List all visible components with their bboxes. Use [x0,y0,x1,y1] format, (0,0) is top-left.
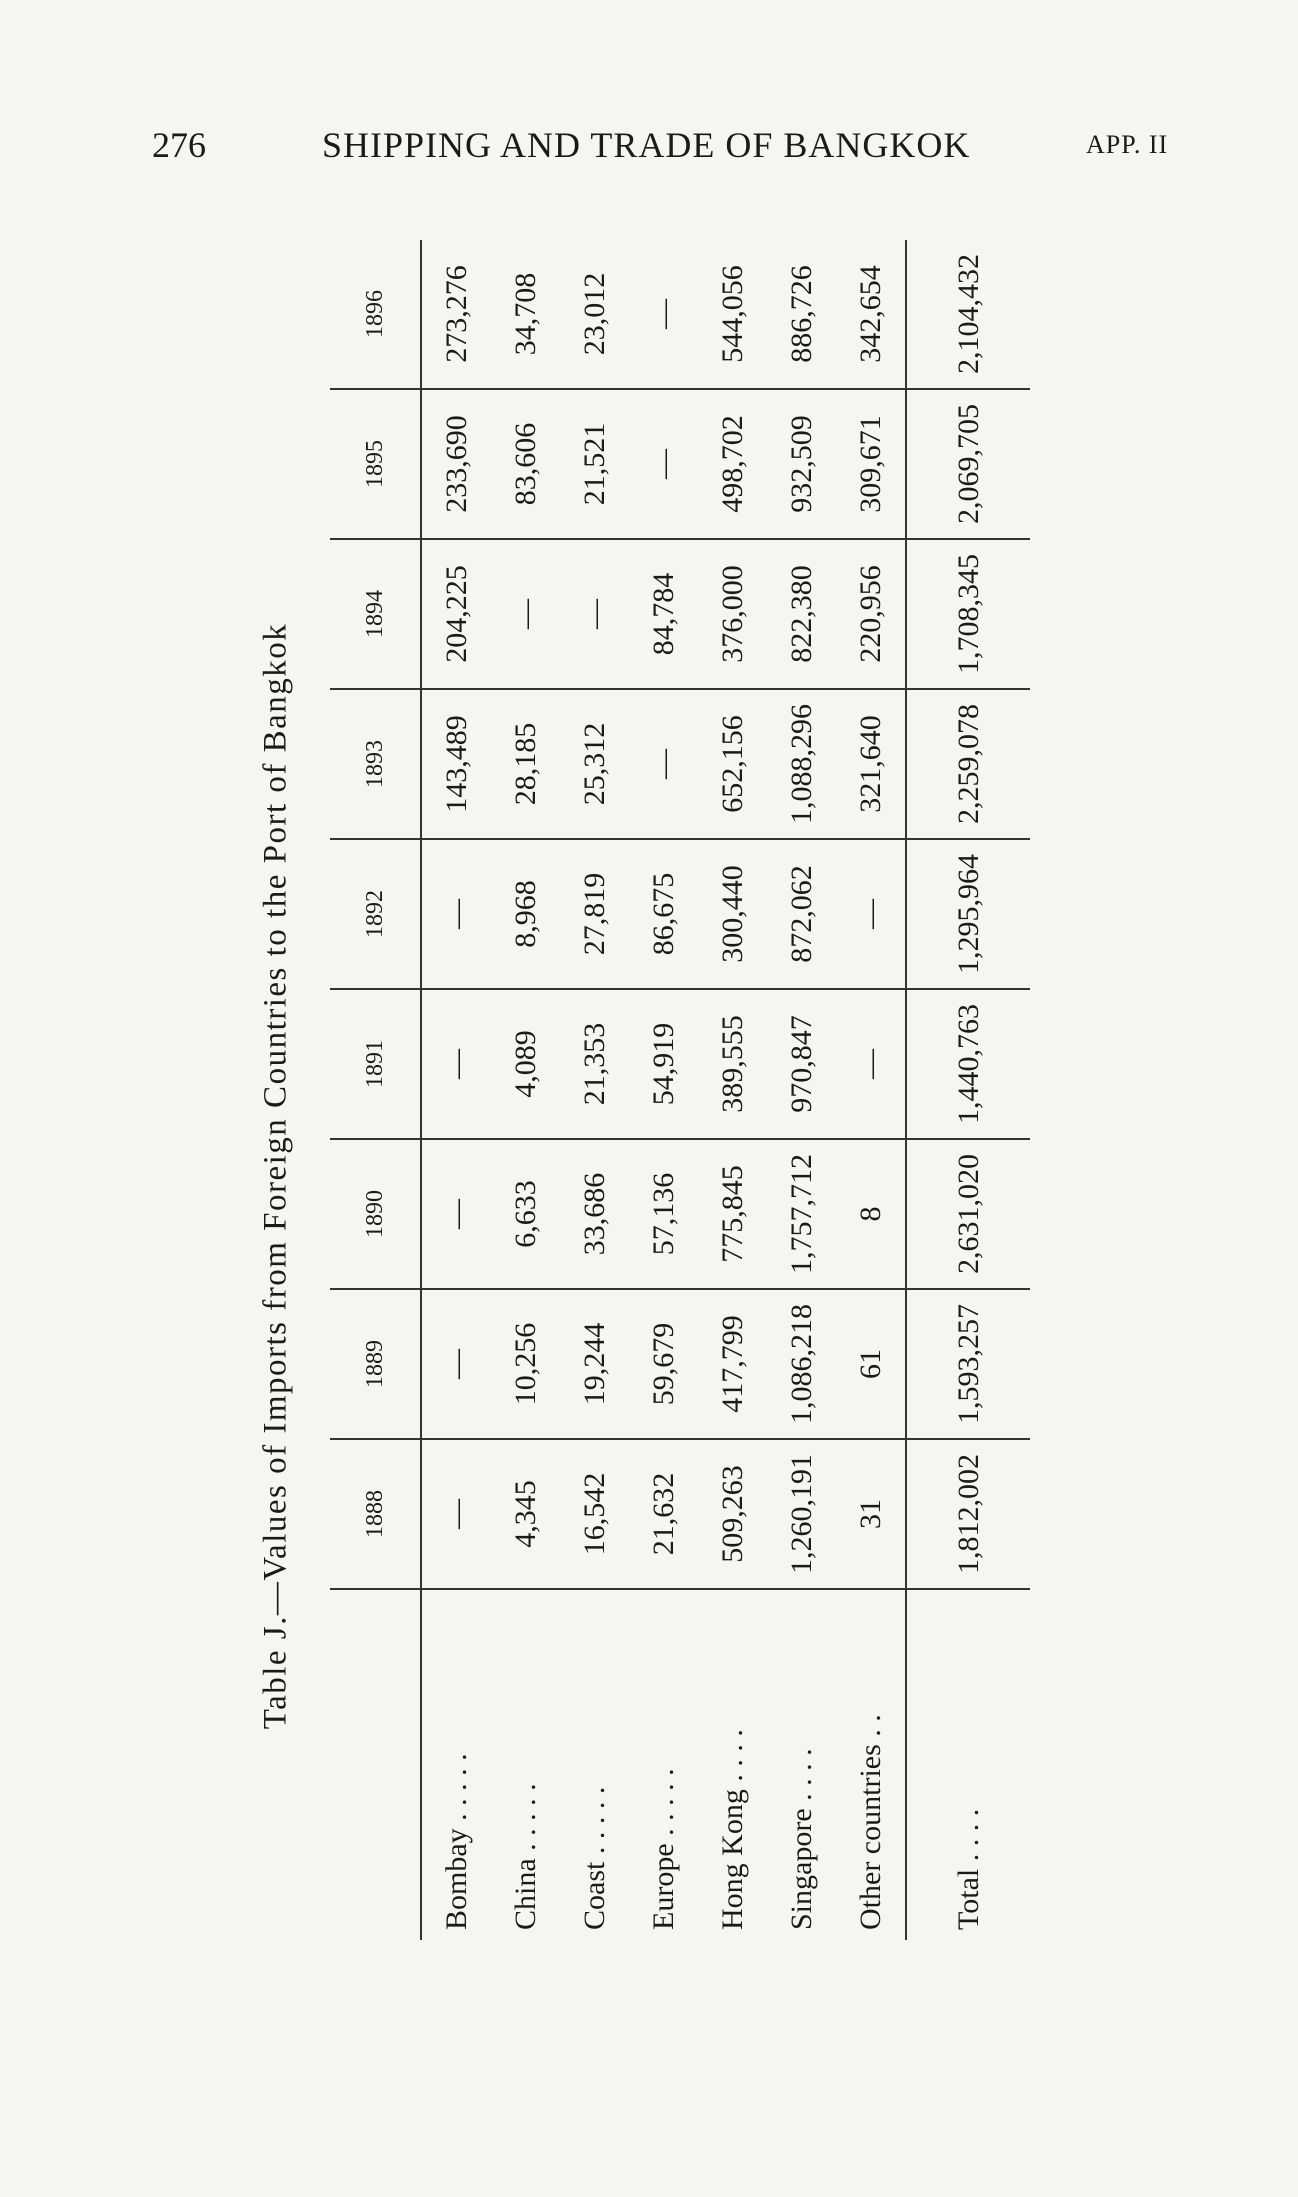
column-header [330,1589,421,1940]
table-row [629,240,698,1940]
table-cell: 31 [836,1439,906,1589]
table-cell: 8 [836,1139,906,1289]
row-label: Bombay . . . . . [439,1753,473,1930]
table-cell: 652,156 [698,689,767,839]
table-cell: — [629,389,698,539]
table-caption: Table J.—Values of Imports from Foreign Countries to the Port of Bangkok [257,622,294,1730]
table-cell: 59,679 [629,1289,698,1439]
table-cell: — [421,989,491,1139]
table-row [560,240,629,1940]
total-row [906,240,1030,1940]
table-cell: 21,632 [629,1439,698,1589]
table-cell: 509,263 [698,1439,767,1589]
column-header: 1893 [330,689,421,839]
total-cell: 1,593,257 [906,1289,1030,1439]
table-cell: 872,062 [767,839,836,989]
column-header: 1890 [330,1139,421,1289]
table-cell: 342,654 [836,240,906,389]
table-cell: 84,784 [629,539,698,689]
table-cell: 1,260,191 [767,1439,836,1589]
table-cell: 233,690 [421,389,491,539]
table-cell: 544,056 [698,240,767,389]
table-row [698,240,767,1940]
table-cell: 932,509 [767,389,836,539]
table-cell: 21,521 [560,389,629,539]
table-header-row [330,240,421,1940]
table-cell: 57,136 [629,1139,698,1289]
table-cell: — [421,1439,491,1589]
table-cell: — [629,240,698,389]
column-header: 1892 [330,839,421,989]
table-cell: 300,440 [698,839,767,989]
table-cell: 970,847 [767,989,836,1139]
table-cell: — [491,539,560,689]
table-cell: 21,353 [560,989,629,1139]
table-row [767,240,836,1940]
table-cell: 23,012 [560,240,629,389]
total-cell: 1,295,964 [906,839,1030,989]
table-cell: 33,686 [560,1139,629,1289]
table-cell: 143,489 [421,689,491,839]
table-cell: 775,845 [698,1139,767,1289]
column-header: 1895 [330,389,421,539]
total-cell: 2,069,705 [906,389,1030,539]
total-cell: 1,440,763 [906,989,1030,1139]
table-cell: 220,956 [836,539,906,689]
table-cell: 61 [836,1289,906,1439]
row-label: Coast . . . . . [577,1786,611,1930]
total-cell: 2,104,432 [906,240,1030,389]
table-row [491,240,560,1940]
appendix-reference: APP. II [1086,130,1169,159]
table-cell: 27,819 [560,839,629,989]
column-header: 1891 [330,989,421,1139]
total-label: Total . . . . [906,1589,1030,1940]
imports-table-wrapper [330,240,1030,1940]
table-cell: 389,555 [698,989,767,1139]
table-cell: 321,640 [836,689,906,839]
table-cell: 204,225 [421,539,491,689]
table-cell: 273,276 [421,240,491,389]
table-cell: 4,345 [491,1439,560,1589]
total-cell: 1,812,002 [906,1439,1030,1589]
page-number: 276 [152,125,206,165]
table-cell: 28,185 [491,689,560,839]
table-cell: 1,086,218 [767,1289,836,1439]
table-cell: 19,244 [560,1289,629,1439]
table-cell: 86,675 [629,839,698,989]
table-cell: 309,671 [836,389,906,539]
table-cell: — [836,989,906,1139]
column-header: 1889 [330,1289,421,1439]
column-header: 1896 [330,240,421,389]
row-label: Europe . . . . . [646,1768,680,1930]
table-cell: — [560,539,629,689]
table-cell: 376,000 [698,539,767,689]
table-cell: 498,702 [698,389,767,539]
table-cell: — [421,1139,491,1289]
table-cell: 34,708 [491,240,560,389]
table-cell: — [836,839,906,989]
total-cell: 1,708,345 [906,539,1030,689]
table-cell: 16,542 [560,1439,629,1589]
table-cell: 6,633 [491,1139,560,1289]
table-cell: — [421,839,491,989]
table-cell: 417,799 [698,1289,767,1439]
table-cell: 822,380 [767,539,836,689]
table-cell: 10,256 [491,1289,560,1439]
table-cell: 4,089 [491,989,560,1139]
table-cell: 83,606 [491,389,560,539]
table-row [421,240,491,1940]
column-header: 1894 [330,539,421,689]
running-head: SHIPPING AND TRADE OF BANGKOK [322,125,971,165]
row-label: Singapore . . . . [784,1748,818,1930]
table-cell: 25,312 [560,689,629,839]
row-label: Other countries . . [853,1714,887,1930]
table-cell: 54,919 [629,989,698,1139]
row-label: China . . . . . [508,1783,542,1930]
column-header: 1888 [330,1439,421,1589]
table-cell: 1,088,296 [767,689,836,839]
row-label: Hong Kong . . . . [715,1729,749,1930]
table-cell: 1,757,712 [767,1139,836,1289]
imports-table [330,240,1030,1940]
total-cell: 2,631,020 [906,1139,1030,1289]
table-cell: — [421,1289,491,1439]
table-cell: 8,968 [491,839,560,989]
table-row [836,240,906,1940]
total-cell: 2,259,078 [906,689,1030,839]
table-cell: — [629,689,698,839]
table-cell: 886,726 [767,240,836,389]
